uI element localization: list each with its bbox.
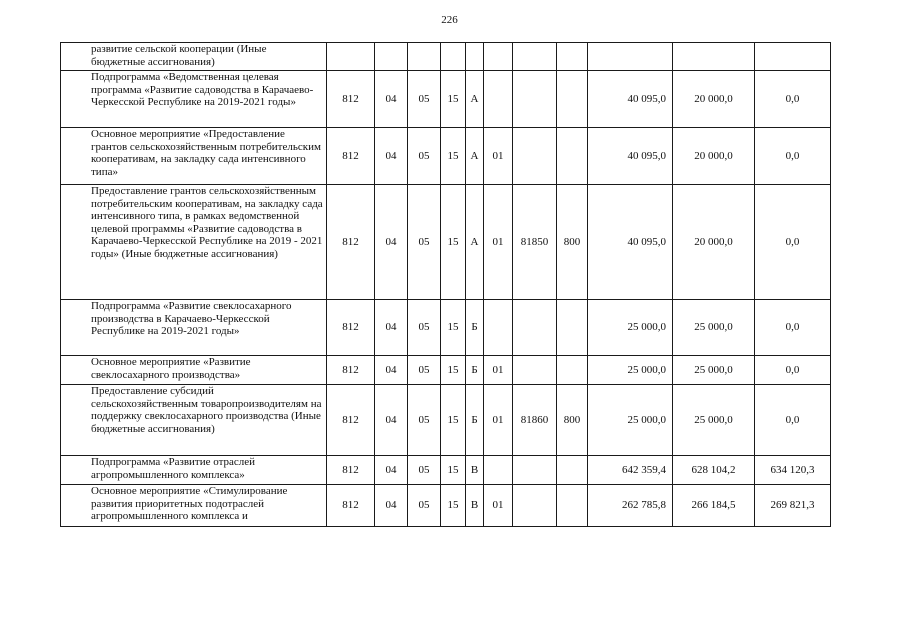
direction-code xyxy=(513,356,557,385)
table-row xyxy=(61,43,831,71)
event-code xyxy=(484,456,513,485)
admin-code xyxy=(327,43,375,71)
table-row xyxy=(61,385,831,456)
direction-code xyxy=(513,128,557,185)
row-name: развитие сельской кооперации (Иные бюджетные ассигнования) xyxy=(61,43,327,71)
sum-year-1: 262 785,8 xyxy=(588,485,673,527)
sum-year-3: 0,0 xyxy=(755,300,831,356)
program-code: 15 xyxy=(441,356,466,385)
admin-code: 812 xyxy=(327,485,375,527)
expense-type-code xyxy=(557,456,588,485)
row-name: Предоставление субсидий сельскохозяйственным товаропроизводителям на поддержку свеклосахарного производства (Иные бюджетные ассигнования) xyxy=(61,385,327,456)
subsection-code: 05 xyxy=(408,456,441,485)
admin-code: 812 xyxy=(327,128,375,185)
sum-year-3: 634 120,3 xyxy=(755,456,831,485)
sum-year-1: 40 095,0 xyxy=(588,71,673,128)
row-name: Основное мероприятие «Развитие свеклосахарного производства» xyxy=(61,356,327,385)
sum-year-2: 20 000,0 xyxy=(673,185,755,300)
direction-code: 81850 xyxy=(513,185,557,300)
sum-year-1: 40 095,0 xyxy=(588,185,673,300)
row-name: Предоставление грантов сельскохозяйственным потребительским кооперативам, на закладку сада интенсивного типа, в рамках ведомственной целевой программы «Развитие садоводства в Карачаево-Черкесской Республике на 2019 - 2021 годы» (Иные бюджетные ассигнования) xyxy=(61,185,327,300)
budget-table xyxy=(60,42,831,527)
sum-year-1: 25 000,0 xyxy=(588,300,673,356)
row-name: Основное мероприятие «Предоставление грантов сельскохозяйственным потребительским кооперативам, на закладку сада интенсивного типа» xyxy=(61,128,327,185)
sum-year-3: 0,0 xyxy=(755,385,831,456)
row-name: Подпрограмма «Развитие отраслей агропромышленного комплекса» xyxy=(61,456,327,485)
subprogram-code: А xyxy=(466,185,484,300)
direction-code xyxy=(513,43,557,71)
direction-code xyxy=(513,456,557,485)
expense-type-code xyxy=(557,71,588,128)
program-code: 15 xyxy=(441,300,466,356)
sum-year-1 xyxy=(588,43,673,71)
table-row xyxy=(61,71,831,128)
subsection-code: 05 xyxy=(408,485,441,527)
program-code: 15 xyxy=(441,456,466,485)
admin-code: 812 xyxy=(327,71,375,128)
table-row xyxy=(61,128,831,185)
expense-type-code: 800 xyxy=(557,185,588,300)
sum-year-1: 40 095,0 xyxy=(588,128,673,185)
section-code: 04 xyxy=(375,485,408,527)
table-row xyxy=(61,300,831,356)
sum-year-3: 0,0 xyxy=(755,128,831,185)
subprogram-code: Б xyxy=(466,300,484,356)
subprogram-code: А xyxy=(466,71,484,128)
page-number: 226 xyxy=(441,14,458,26)
subsection-code: 05 xyxy=(408,385,441,456)
section-code: 04 xyxy=(375,71,408,128)
row-name: Подпрограмма «Ведомственная целевая программа «Развитие садоводства в Карачаево-Черкесской Республике на 2019-2021 годы» xyxy=(61,71,327,128)
row-name: Подпрограмма «Развитие свеклосахарного производства в Карачаево-Черкесской Республике на 2019-2021 годы» xyxy=(61,300,327,356)
sum-year-1: 25 000,0 xyxy=(588,356,673,385)
direction-code: 81860 xyxy=(513,385,557,456)
event-code xyxy=(484,71,513,128)
program-code: 15 xyxy=(441,128,466,185)
direction-code xyxy=(513,300,557,356)
sum-year-3: 269 821,3 xyxy=(755,485,831,527)
program-code xyxy=(441,43,466,71)
expense-type-code xyxy=(557,485,588,527)
table-row xyxy=(61,185,831,300)
section-code: 04 xyxy=(375,385,408,456)
subsection-code: 05 xyxy=(408,128,441,185)
sum-year-2: 20 000,0 xyxy=(673,71,755,128)
direction-code xyxy=(513,71,557,128)
sum-year-3: 0,0 xyxy=(755,185,831,300)
sum-year-2: 628 104,2 xyxy=(673,456,755,485)
subprogram-code: Б xyxy=(466,356,484,385)
admin-code: 812 xyxy=(327,356,375,385)
sum-year-3 xyxy=(755,43,831,71)
program-code: 15 xyxy=(441,185,466,300)
section-code xyxy=(375,43,408,71)
sum-year-3: 0,0 xyxy=(755,71,831,128)
section-code: 04 xyxy=(375,128,408,185)
admin-code: 812 xyxy=(327,185,375,300)
admin-code: 812 xyxy=(327,385,375,456)
event-code: 01 xyxy=(484,385,513,456)
expense-type-code xyxy=(557,43,588,71)
program-code: 15 xyxy=(441,385,466,456)
subprogram-code: Б xyxy=(466,385,484,456)
subsection-code: 05 xyxy=(408,300,441,356)
sum-year-2: 266 184,5 xyxy=(673,485,755,527)
sum-year-2 xyxy=(673,43,755,71)
expense-type-code xyxy=(557,356,588,385)
row-name: Основное мероприятие «Стимулирование развития приоритетных подотраслей агропромышленного комплекса и xyxy=(61,485,327,527)
section-code: 04 xyxy=(375,456,408,485)
direction-code xyxy=(513,485,557,527)
subsection-code: 05 xyxy=(408,356,441,385)
subprogram-code xyxy=(466,43,484,71)
subsection-code: 05 xyxy=(408,71,441,128)
subprogram-code: А xyxy=(466,128,484,185)
sum-year-1: 25 000,0 xyxy=(588,385,673,456)
subsection-code: 05 xyxy=(408,185,441,300)
sum-year-1: 642 359,4 xyxy=(588,456,673,485)
event-code xyxy=(484,300,513,356)
program-code: 15 xyxy=(441,71,466,128)
section-code: 04 xyxy=(375,185,408,300)
event-code xyxy=(484,43,513,71)
subprogram-code: В xyxy=(466,456,484,485)
sum-year-2: 25 000,0 xyxy=(673,300,755,356)
admin-code: 812 xyxy=(327,300,375,356)
subprogram-code: В xyxy=(466,485,484,527)
event-code: 01 xyxy=(484,356,513,385)
table-row xyxy=(61,485,831,527)
section-code: 04 xyxy=(375,300,408,356)
expense-type-code xyxy=(557,128,588,185)
expense-type-code: 800 xyxy=(557,385,588,456)
table-row xyxy=(61,356,831,385)
sum-year-2: 25 000,0 xyxy=(673,356,755,385)
table-row xyxy=(61,456,831,485)
event-code: 01 xyxy=(484,485,513,527)
program-code: 15 xyxy=(441,485,466,527)
sum-year-2: 20 000,0 xyxy=(673,128,755,185)
expense-type-code xyxy=(557,300,588,356)
subsection-code xyxy=(408,43,441,71)
admin-code: 812 xyxy=(327,456,375,485)
section-code: 04 xyxy=(375,356,408,385)
sum-year-2: 25 000,0 xyxy=(673,385,755,456)
event-code: 01 xyxy=(484,128,513,185)
event-code: 01 xyxy=(484,185,513,300)
sum-year-3: 0,0 xyxy=(755,356,831,385)
